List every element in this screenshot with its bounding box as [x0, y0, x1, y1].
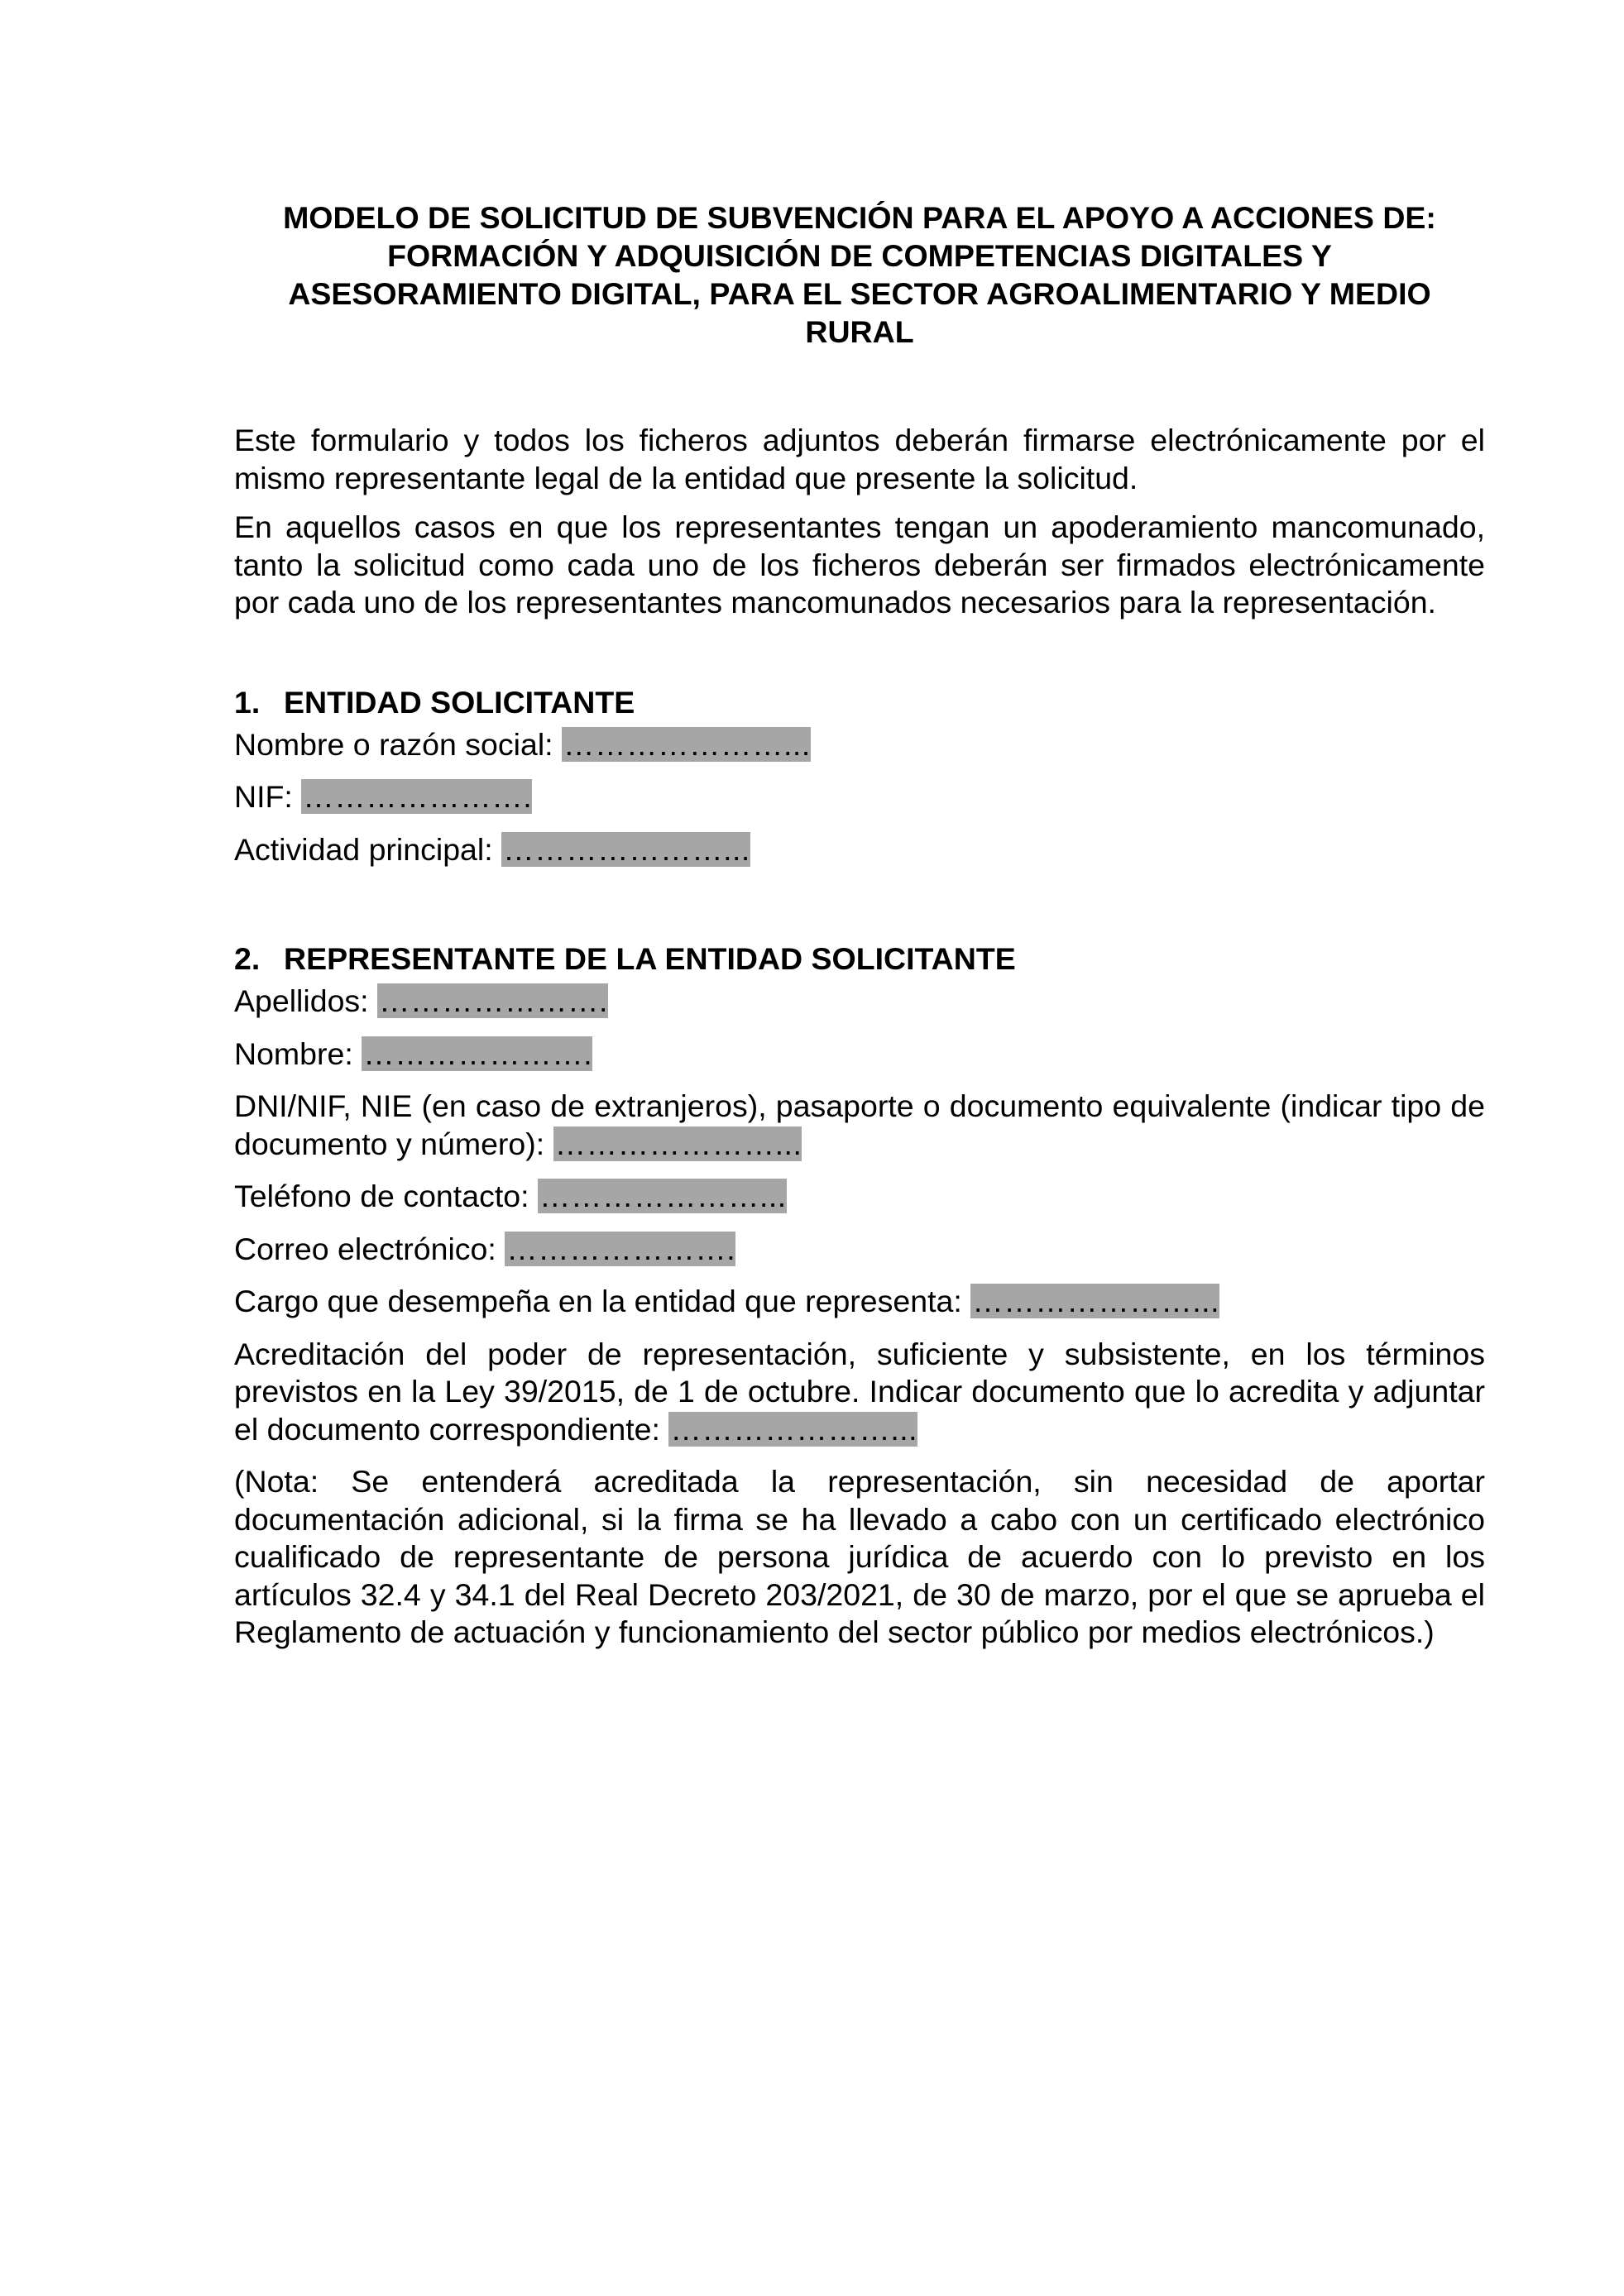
field-apellidos [234, 983, 1485, 1021]
field-nombre [234, 1036, 1485, 1074]
note-paragraph: (Nota: Se entenderá acreditada la representación, sin necesidad de aportar documentación adicional, si la firma se ha llevado a cabo con un certificado electrónico cualificado de representante de persona jurídica de acuerdo con lo previsto en los artículos 32.4 y 34.1 del Real Decreto 203/2021, de 30 de marzo, por el que se aprueba el Reglamento de actuación y funcionamiento del sector público por medios electrónicos.) [234, 1464, 1485, 1649]
fill-in-field[interactable]: …………………. [303, 779, 533, 814]
fill-in-field[interactable]: …………………. [363, 1036, 593, 1071]
field-label: Teléfono de contacto: [234, 1179, 538, 1213]
field-nif [234, 778, 1485, 816]
section-heading [234, 683, 1485, 721]
fill-in-field[interactable]: …………………. [379, 983, 608, 1018]
section-heading [234, 940, 1485, 978]
field-label: Cargo que desempeña en la entidad que representa: [234, 1284, 971, 1318]
field-documento-identidad [234, 1088, 1485, 1163]
field-label: NIF: [234, 779, 302, 814]
field-label: Nombre o razón social: [234, 726, 563, 762]
fill-in-field[interactable]: …………………... [563, 726, 811, 762]
field-actividad-principal [234, 831, 1485, 869]
field-acreditacion [234, 1336, 1485, 1449]
fill-in-field[interactable]: …………………... [972, 1284, 1219, 1318]
field-correo [234, 1231, 1485, 1269]
fill-in-field[interactable]: …………………... [670, 1411, 918, 1447]
section-number: 1. [234, 684, 261, 720]
fill-in-field[interactable]: …………………... [503, 831, 750, 867]
section-representante [234, 940, 1485, 1652]
field-cargo [234, 1283, 1485, 1321]
fill-in-field[interactable]: …………………... [554, 1126, 802, 1161]
title-line: FORMACIÓN Y ADQUISICIÓN DE COMPETENCIAS DIGITALES Y [387, 238, 1332, 273]
field-nombre-razon-social [234, 726, 1485, 764]
title-line: MODELO DE SOLICITUD DE SUBVENCIÓN PARA EL APOYO A ACCIONES DE: [283, 200, 1436, 235]
fill-in-field[interactable]: …………………. [506, 1231, 736, 1266]
document-page [234, 199, 1485, 1652]
field-label: Nombre: [234, 1036, 362, 1071]
field-label: Acreditación del poder de representación, suficiente y subsistente, en los términos previstos en la Ley 39/2015, de 1 de octubre. Indicar documento que lo acredita y adjuntar el documento correspondiente: [234, 1336, 1485, 1447]
intro-paragraph: En aquellos casos en que los representantes tengan un apoderamiento mancomunado, tanto la solicitud como cada uno de los ficheros deberán ser firmados electrónicamente por cada uno de los representantes mancomunados necesarios para la representación. [234, 509, 1485, 619]
title-line: RURAL [805, 314, 914, 349]
intro-paragraph: Este formulario y todos los ficheros adjuntos deberán firmarse electrónicamente por el mismo representante legal de la entidad que presente la solicitud. [234, 423, 1485, 495]
field-label: Actividad principal: [234, 831, 502, 867]
field-label: Correo electrónico: [234, 1231, 505, 1266]
title-line: ASESORAMIENTO DIGITAL, PARA EL SECTOR AGROALIMENTARIO Y MEDIO [288, 276, 1431, 311]
section-number: 2. [234, 941, 261, 976]
section-title: REPRESENTANTE DE LA ENTIDAD SOLICITANTE [284, 941, 1016, 976]
field-telefono [234, 1178, 1485, 1216]
section-entidad-solicitante [234, 683, 1485, 869]
field-label: DNI/NIF, NIE (en caso de extranjeros), pasaporte o documento equivalente (indicar tipo de documento y número): [234, 1088, 1485, 1161]
field-label: Apellidos: [234, 983, 378, 1018]
document-title [234, 199, 1485, 351]
section-title: ENTIDAD SOLICITANTE [284, 684, 635, 720]
fill-in-field[interactable]: …………………... [539, 1179, 787, 1213]
intro [234, 422, 1485, 622]
